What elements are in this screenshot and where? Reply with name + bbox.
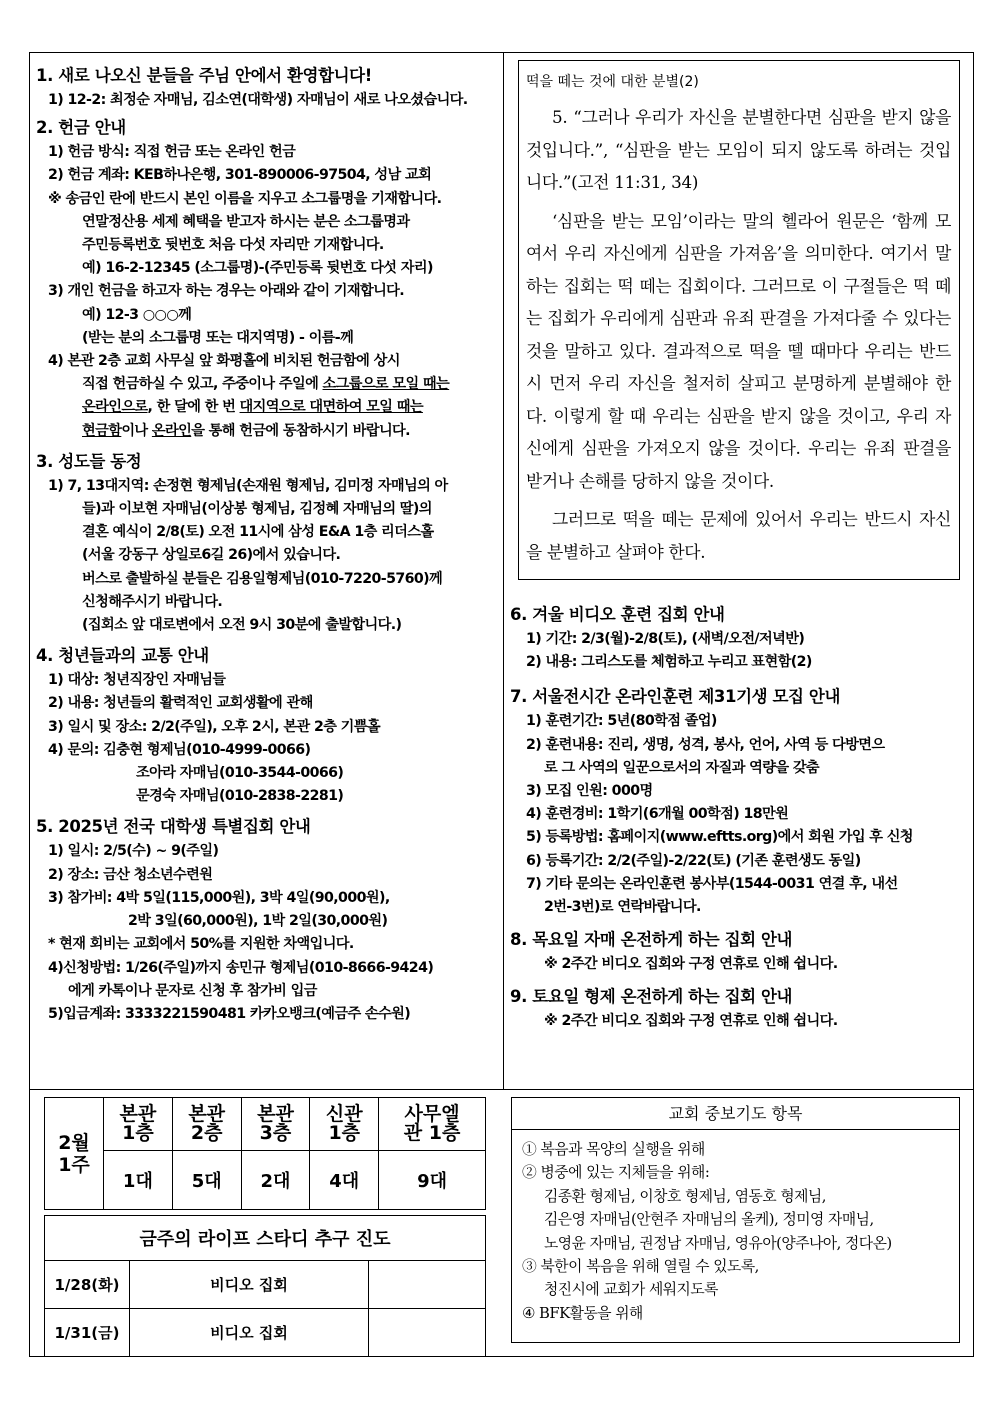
week-label: 2월 1주 bbox=[58, 1131, 90, 1176]
prayer-line: ④ BFK활동을 위해 bbox=[522, 1304, 643, 1322]
location-label: 본관 2층 bbox=[188, 1103, 226, 1144]
section-2-line: 2) 헌금 계좌: KEB하나은행, 301-890006-97504, 성남 교회 bbox=[48, 167, 432, 184]
team-cell: 2대 bbox=[241, 1151, 310, 1210]
section-2-line: 주민등록번호 뒷번호 처음 다섯 자리만 기재합니다. bbox=[82, 237, 384, 254]
table-row bbox=[45, 1216, 486, 1261]
prayer-box bbox=[511, 1097, 960, 1343]
section-2-line bbox=[36, 373, 498, 396]
section-5-line: 2) 장소: 금산 청소년수련원 bbox=[48, 866, 213, 883]
location-cell bbox=[172, 1098, 241, 1151]
section-5-line: 2박 3일(60,000원), 1박 2일(30,000원) bbox=[128, 913, 388, 930]
prayer-line: 노영윤 자매님, 권정남 자매님, 영유아(양주나아, 정다온) bbox=[544, 1234, 892, 1252]
study-date: 1/28(화) bbox=[45, 1261, 130, 1309]
section-divider bbox=[29, 1089, 974, 1090]
section-5-title: 5. 2025년 전국 대학생 특별집회 안내 bbox=[36, 817, 311, 837]
location-cell bbox=[379, 1098, 486, 1151]
prayer-line: ② 병중에 있는 지체들을 위해: bbox=[522, 1164, 710, 1182]
location-label: 신관 1층 bbox=[325, 1103, 363, 1144]
section-7-title: 7. 서울전시간 온라인훈련 제31기생 모집 안내 bbox=[510, 687, 840, 707]
team-cell: 1대 bbox=[104, 1151, 173, 1210]
section-4-contact: 문경숙 자매님(010-2838-2281) bbox=[136, 788, 344, 805]
section-7-line: 2번-3번)로 연락바랍니다. bbox=[544, 899, 701, 916]
section-3-line: 버스로 출발하실 분들은 김용일형제님(010-7220-5760)께 bbox=[82, 570, 443, 587]
study-extra bbox=[369, 1309, 486, 1357]
section-2-line bbox=[36, 396, 498, 419]
section-2-line: 예) 12-3 ○○○께 bbox=[82, 306, 192, 323]
section-3-line: 결혼 예식이 2/8(토) 오전 11시에 삼성 E&A 1층 리더스홀 bbox=[82, 524, 434, 541]
section-9-note: ※ 2주간 비디오 집회와 구정 연휴로 인해 쉽니다. bbox=[544, 1013, 838, 1030]
section-6-title: 6. 겨울 비디오 훈련 집회 안내 bbox=[510, 605, 725, 624]
life-study-table bbox=[44, 1215, 486, 1357]
section-7-line: 1) 훈련기간: 5년(80학점 졸업) bbox=[526, 713, 717, 730]
location-label: 본관 1층 bbox=[119, 1103, 157, 1144]
underlined-text: 온라인으로 bbox=[82, 399, 148, 416]
section-2-line: 연말정산용 세제 혜택을 받고자 하시는 분은 소그룹명과 bbox=[82, 213, 410, 230]
text-run: 이나 bbox=[121, 422, 152, 439]
life-study-title: 금주의 라이프 스타디 추구 진도 bbox=[45, 1216, 486, 1261]
section-7-line: 4) 훈련경비: 1학기(6개월 00학점) 18만원 bbox=[526, 806, 789, 823]
section-6-line: 1) 기간: 2/3(월)-2/8(토), (새벽/오전/저녁반) bbox=[526, 631, 805, 647]
section-2-line: 4) 본관 2층 교회 사무실 앞 화평홀에 비치된 헌금함에 상시 bbox=[48, 353, 400, 370]
location-cell bbox=[104, 1098, 173, 1151]
section-7-line: 2) 훈련내용: 진리, 생명, 성격, 봉사, 언어, 사역 등 다방면으 bbox=[526, 736, 885, 753]
prayer-line: ① 복음과 목양의 실행을 위해 bbox=[522, 1141, 705, 1158]
meditation-paragraph: 그러므로 떡을 떼는 문제에 있어서 우리는 반드시 자신을 분별하고 살펴야 한다. bbox=[526, 509, 951, 562]
section-2-line: 3) 개인 헌금을 하고자 하는 경우는 아래와 같이 기재합니다. bbox=[48, 283, 405, 300]
section-2-line: 1) 헌금 방식: 직접 헌금 또는 온라인 헌금 bbox=[48, 144, 296, 161]
location-cell bbox=[310, 1098, 379, 1151]
section-7-line: 3) 모집 인원: 000명 bbox=[526, 783, 653, 800]
text-run: 직접 헌금하실 수 있고, 주중이나 주일에 bbox=[82, 376, 323, 393]
section-4-title: 4. 청년들과의 교통 안내 bbox=[36, 646, 209, 666]
location-label: 사무엘관 1층 bbox=[403, 1103, 461, 1144]
prayer-line: 김종환 형제님, 이창호 형제님, 염동호 형제님, bbox=[544, 1187, 826, 1205]
section-2-line: (받는 분의 소그룹명 또는 대지역명) - 이름-께 bbox=[82, 329, 354, 346]
study-date: 1/31(금) bbox=[45, 1309, 130, 1357]
section-3-line: (서울 강동구 상일로6길 26)에서 있습니다. bbox=[82, 547, 341, 564]
column-divider bbox=[503, 52, 504, 1090]
section-2-line: ※ 송금인 란에 반드시 본인 이름을 지우고 소그룹명을 기재합니다. bbox=[48, 190, 442, 207]
section-7-line: 5) 등록방법: 홈페이지(www.eftts.org)에서 회원 가입 후 신청 bbox=[526, 829, 913, 846]
right-column bbox=[510, 596, 968, 1034]
section-3-line: (집회소 앞 대로변에서 오전 9시 30분에 출발합니다.) bbox=[82, 617, 402, 634]
section-8-title: 8. 목요일 자매 온전하게 하는 집회 안내 bbox=[510, 930, 793, 950]
section-4-contact: 조아라 자매님(010-3544-0066) bbox=[136, 765, 344, 782]
underlined-text: 소그룹으로 모일 때는 bbox=[322, 376, 450, 393]
prayer-line: 청진시에 교회가 세워지도록 bbox=[544, 1281, 718, 1299]
section-4-line: 2) 내용: 청년들의 활력적인 교회생활에 관해 bbox=[48, 695, 313, 712]
section-4-line: 4) 문의: 김충현 형제님(010-4999-0066) bbox=[48, 741, 311, 758]
table-row bbox=[45, 1261, 486, 1309]
meditation-title: 떡을 떼는 것에 대한 분별(2) bbox=[526, 74, 699, 90]
study-content: 비디오 집회 bbox=[130, 1309, 369, 1357]
text-run: 을 통해 헌금에 동참하시기 바랍니다. bbox=[191, 422, 410, 439]
section-1-line: 1) 12-2: 최정순 자매님, 김소연(대학생) 자매님이 새로 나오셨습니다. bbox=[48, 92, 468, 108]
team-cell: 5대 bbox=[172, 1151, 241, 1210]
section-3-line: 신청해주시기 바랍니다. bbox=[82, 593, 223, 610]
study-content: 비디오 집회 bbox=[130, 1261, 369, 1309]
prayer-line: 김은영 자매님(안현주 자매님의 올케), 정미영 자매님, bbox=[544, 1211, 874, 1229]
section-6-line: 2) 내용: 그리스도를 체험하고 누리고 표현함(2) bbox=[526, 654, 812, 671]
section-3-line: 1) 7, 13대지역: 손정현 형제님(손재원 형제님, 김미정 자매님의 아 bbox=[48, 477, 448, 494]
prayer-line: ③ 북한이 복음을 위해 열릴 수 있도록, bbox=[522, 1258, 759, 1276]
section-2-title: 2. 헌금 안내 bbox=[36, 118, 126, 138]
team-cell: 9대 bbox=[379, 1151, 486, 1210]
section-5-line: * 현재 회비는 교회에서 50%를 지원한 차액입니다. bbox=[48, 936, 354, 953]
table-row bbox=[45, 1098, 486, 1151]
week-cell bbox=[45, 1098, 104, 1210]
section-2-line bbox=[36, 420, 498, 443]
team-cell: 4대 bbox=[310, 1151, 379, 1210]
meditation-paragraph: ‘심판을 받는 모임’이라는 말의 헬라어 원문은 ‘함께 모여서 우리 자신에게 심판을 가져옴’을 의미한다. 여기서 말하는 집회는 떡 떼는 집회이다. 그러므로 이 구절들은 떡 떼는 집회가 우리에게 심판과 유죄 판결을 가져다줄 수 있다는 것을 말하고 있다. 결과적으로 떡을 뗄 때마다 우리는 반드시 먼저 우리 자신을 철저히 살피고 분명하게 분별해야 한다. 이렇게 할 때 우리는 심판을 받지 않을 것이고, 우리 자신에게 심판을 가져오지 않을 것이다. 우리는 유죄 판결을 받거나 손해를 당하지 않을 것이다. bbox=[526, 210, 951, 491]
text-run: , 한 달에 한 번 bbox=[147, 399, 240, 416]
section-7-line: 6) 등록기간: 2/2(주일)-2/22(토) (기존 훈련생도 동일) bbox=[526, 852, 861, 869]
cleaning-table bbox=[44, 1097, 486, 1210]
underlined-text: 대지역으로 대면하여 모일 때는 bbox=[239, 399, 423, 416]
table-row bbox=[45, 1151, 486, 1210]
section-7-line: 7) 기타 문의는 온라인훈련 봉사부(1544-0031 연결 후, 내선 bbox=[526, 875, 898, 892]
prayer-title: 교회 중보기도 항목 bbox=[512, 1098, 959, 1130]
section-4-line: 1) 대상: 청년직장인 자매님들 bbox=[48, 672, 226, 689]
section-3-title: 3. 성도들 동정 bbox=[36, 451, 142, 471]
section-4-line: 3) 일시 및 장소: 2/2(주일), 오후 2시, 본관 2층 기쁨홀 bbox=[48, 718, 380, 735]
underlined-text: 현금함 bbox=[82, 422, 122, 439]
location-cell bbox=[241, 1098, 310, 1151]
section-7-line: 로 그 사역의 일꾼으로서의 자질과 역량을 갖춤 bbox=[544, 759, 820, 776]
section-2-line: 예) 16-2-12345 (소그룹명)-(주민등록 뒷번호 다섯 자리) bbox=[82, 260, 433, 277]
underlined-text: 온라인 bbox=[151, 422, 192, 439]
location-label: 본관 3층 bbox=[257, 1103, 294, 1144]
table-row bbox=[45, 1309, 486, 1357]
study-extra bbox=[369, 1261, 486, 1309]
left-column bbox=[36, 60, 498, 1026]
section-5-line: 에게 카톡이나 문자로 신청 후 참가비 입금 bbox=[68, 982, 317, 999]
prayer-body bbox=[512, 1130, 959, 1325]
section-5-line: 4)신청방법: 1/26(주일)까지 송민규 형제님(010-8666-9424) bbox=[48, 959, 434, 976]
section-1-title: 1. 새로 나오신 분들을 주님 안에서 환영합니다! bbox=[36, 66, 372, 85]
section-5-line: 3) 참가비: 4박 5일(115,000원), 3박 4일(90,000원), bbox=[48, 889, 390, 906]
section-9-title: 9. 토요일 형제 온전하게 하는 집회 안내 bbox=[510, 987, 793, 1007]
section-5-line: 1) 일시: 2/5(수) ~ 9(주일) bbox=[48, 843, 219, 860]
meditation-box bbox=[518, 60, 960, 580]
meditation-paragraph: 5. “그러나 우리가 자신을 분별한다면 심판을 받지 않을 것입니다.”, “심판을 받는 모임이 되지 않도록 하려는 것입니다.”(고전 11:31, 34) bbox=[526, 107, 951, 192]
section-3-line: 들)과 이보현 자매님(이상봉 형제님, 김정혜 자매님의 딸)의 bbox=[82, 501, 432, 518]
section-5-line: 5)입금계좌: 3333221590481 카카오뱅크(예금주 손수원) bbox=[48, 1005, 411, 1022]
section-8-note: ※ 2주간 비디오 집회와 구정 연휴로 인해 쉽니다. bbox=[544, 956, 838, 973]
